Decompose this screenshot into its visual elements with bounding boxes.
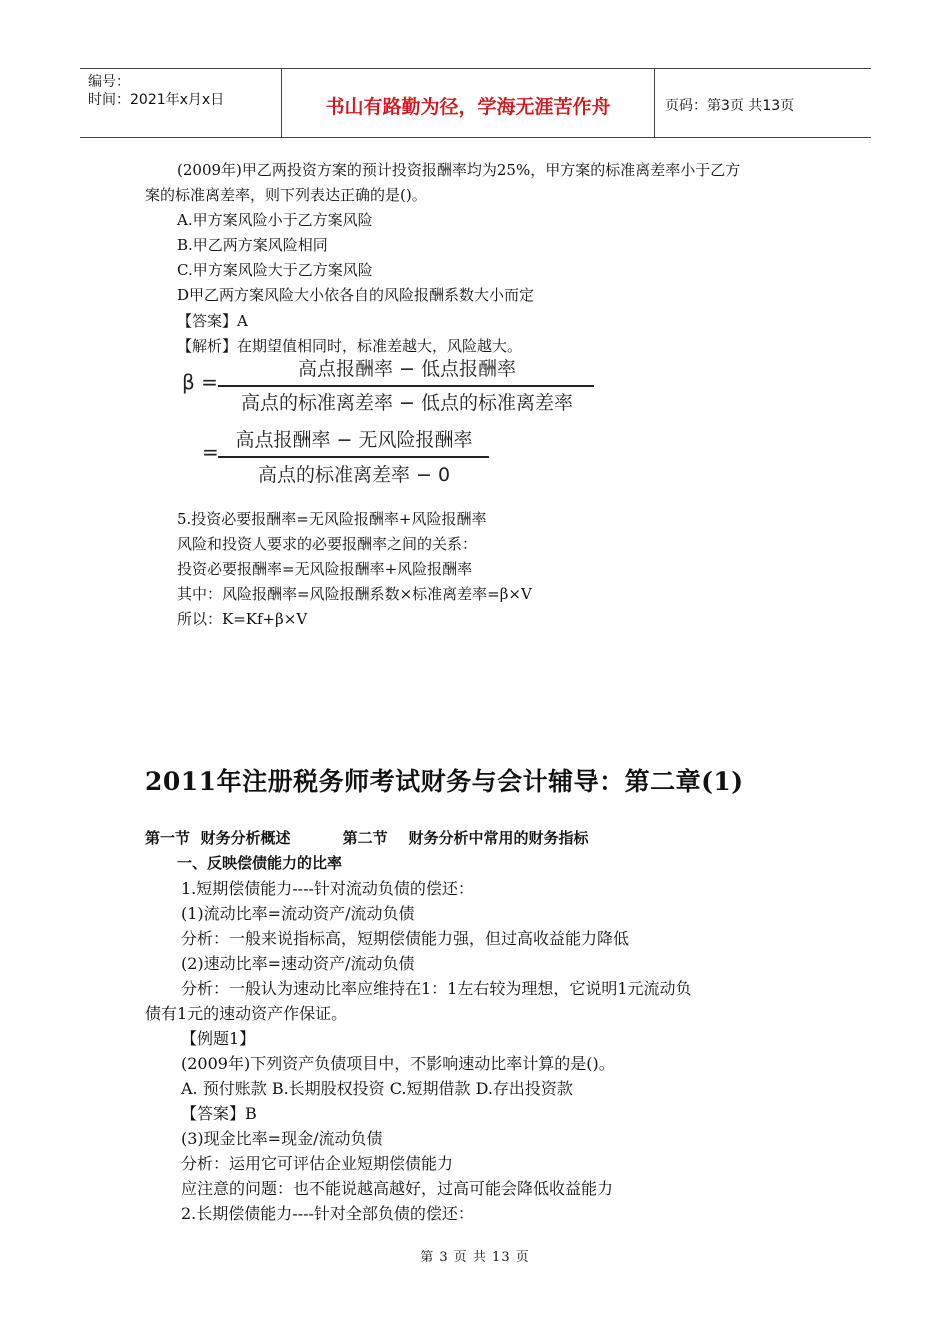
formula-line-1: 5.投资必要报酬率=无风险报酬率+风险报酬率	[177, 510, 487, 528]
example-options: A. 预付账款 B.长期股权投资 C.短期借款 D.存出投资款	[181, 1079, 573, 1098]
formula-numerator-1: 高点报酬率 − 低点报酬率	[298, 358, 516, 380]
question-line-1: (2009年)甲乙两投资方案的预计投资报酬率均为25%，甲方案的标准离差率小于乙方	[177, 161, 741, 179]
header-meta-cell	[80, 69, 282, 137]
equals-sign: =	[202, 440, 219, 464]
formula-denominator-1: 高点的标准离差率 − 低点的标准离差率	[241, 392, 573, 414]
formula-line-4: 其中：风险报酬率=风险报酬系数×标准离差率=β×V	[177, 585, 532, 603]
page-footer: 第 3 页 共 13 页	[420, 1250, 530, 1265]
body-line: 应注意的问题：也不能说越高越好，过高可能会降低收益能力	[181, 1179, 614, 1198]
formula-numerator-2: 高点报酬率 − 无风险报酬率	[235, 429, 473, 451]
example-label: 【例题1】	[181, 1029, 256, 1048]
option-b: B.甲乙两方案风险相同	[177, 236, 328, 254]
body-line: (3)现金比率=现金/流动负债	[181, 1129, 383, 1148]
number-label: 编号：	[88, 74, 130, 90]
body-line: 2.长期偿债能力----针对全部负债的偿还：	[181, 1204, 474, 1223]
formula-denominator-2: 高点的标准离差率 − 0	[257, 464, 451, 486]
body-line: 分析：运用它可评估企业短期偿债能力	[181, 1154, 454, 1173]
formula-line-2: 风险和投资人要求的必要报酬率之间的关系：	[177, 535, 478, 553]
time-label: 时间：2021年x月x日	[88, 92, 225, 108]
document-header	[80, 68, 871, 138]
body-line: 分析：一般认为速动比率应维持在1：1左右较为理想，它说明1元流动负	[181, 979, 692, 998]
question-line-2: 案的标准离差率，则下列表达正确的是()。	[145, 186, 427, 204]
subheading: 一、反映偿债能力的比率	[177, 854, 343, 872]
body-line: (1)流动比率=流动资产/流动负债	[181, 904, 415, 923]
option-d: D甲乙两方案风险大小依各自的风险报酬系数大小而定	[177, 286, 535, 304]
body-line: (2)速动比率=速动资产/流动负债	[181, 954, 415, 973]
example-answer: 【答案】B	[181, 1104, 257, 1123]
answer-text: 【答案】A	[177, 312, 248, 330]
chapter-title: 2011年注册税务师考试财务与会计辅导：第二章(1)	[145, 767, 744, 796]
formula-line-5: 所以：K=Kf+β×V	[177, 610, 308, 628]
body-line: 分析：一般来说指标高，短期偿债能力强，但过高收益能力降低	[181, 929, 630, 948]
header-page-label: 页码：第3页 共13页	[665, 98, 795, 114]
formula-line-3: 投资必要报酬率=无风险报酬率+风险报酬率	[177, 560, 473, 578]
option-a: A.甲方案风险小于乙方案风险	[177, 211, 373, 229]
section-heading: 第一节 财务分析概述 第二节 财务分析中常用的财务指标	[145, 829, 589, 847]
beta-formula	[182, 355, 602, 490]
body-line-wrap: 债有1元的速动资产作保证。	[145, 1004, 348, 1023]
header-motto: 书山有路勤为径，学海无涯苦作舟	[282, 69, 655, 137]
beta-symbol: β =	[182, 370, 218, 394]
analysis-text: 【解析】在期望值相同时，标准差越大，风险越大。	[177, 337, 523, 355]
body-line: 1.短期偿债能力----针对流动负债的偿还：	[181, 879, 474, 898]
example-question: (2009年)下列资产负债项目中，不影响速动比率计算的是()。	[181, 1054, 615, 1073]
option-c: C.甲方案风险大于乙方案风险	[177, 261, 373, 279]
